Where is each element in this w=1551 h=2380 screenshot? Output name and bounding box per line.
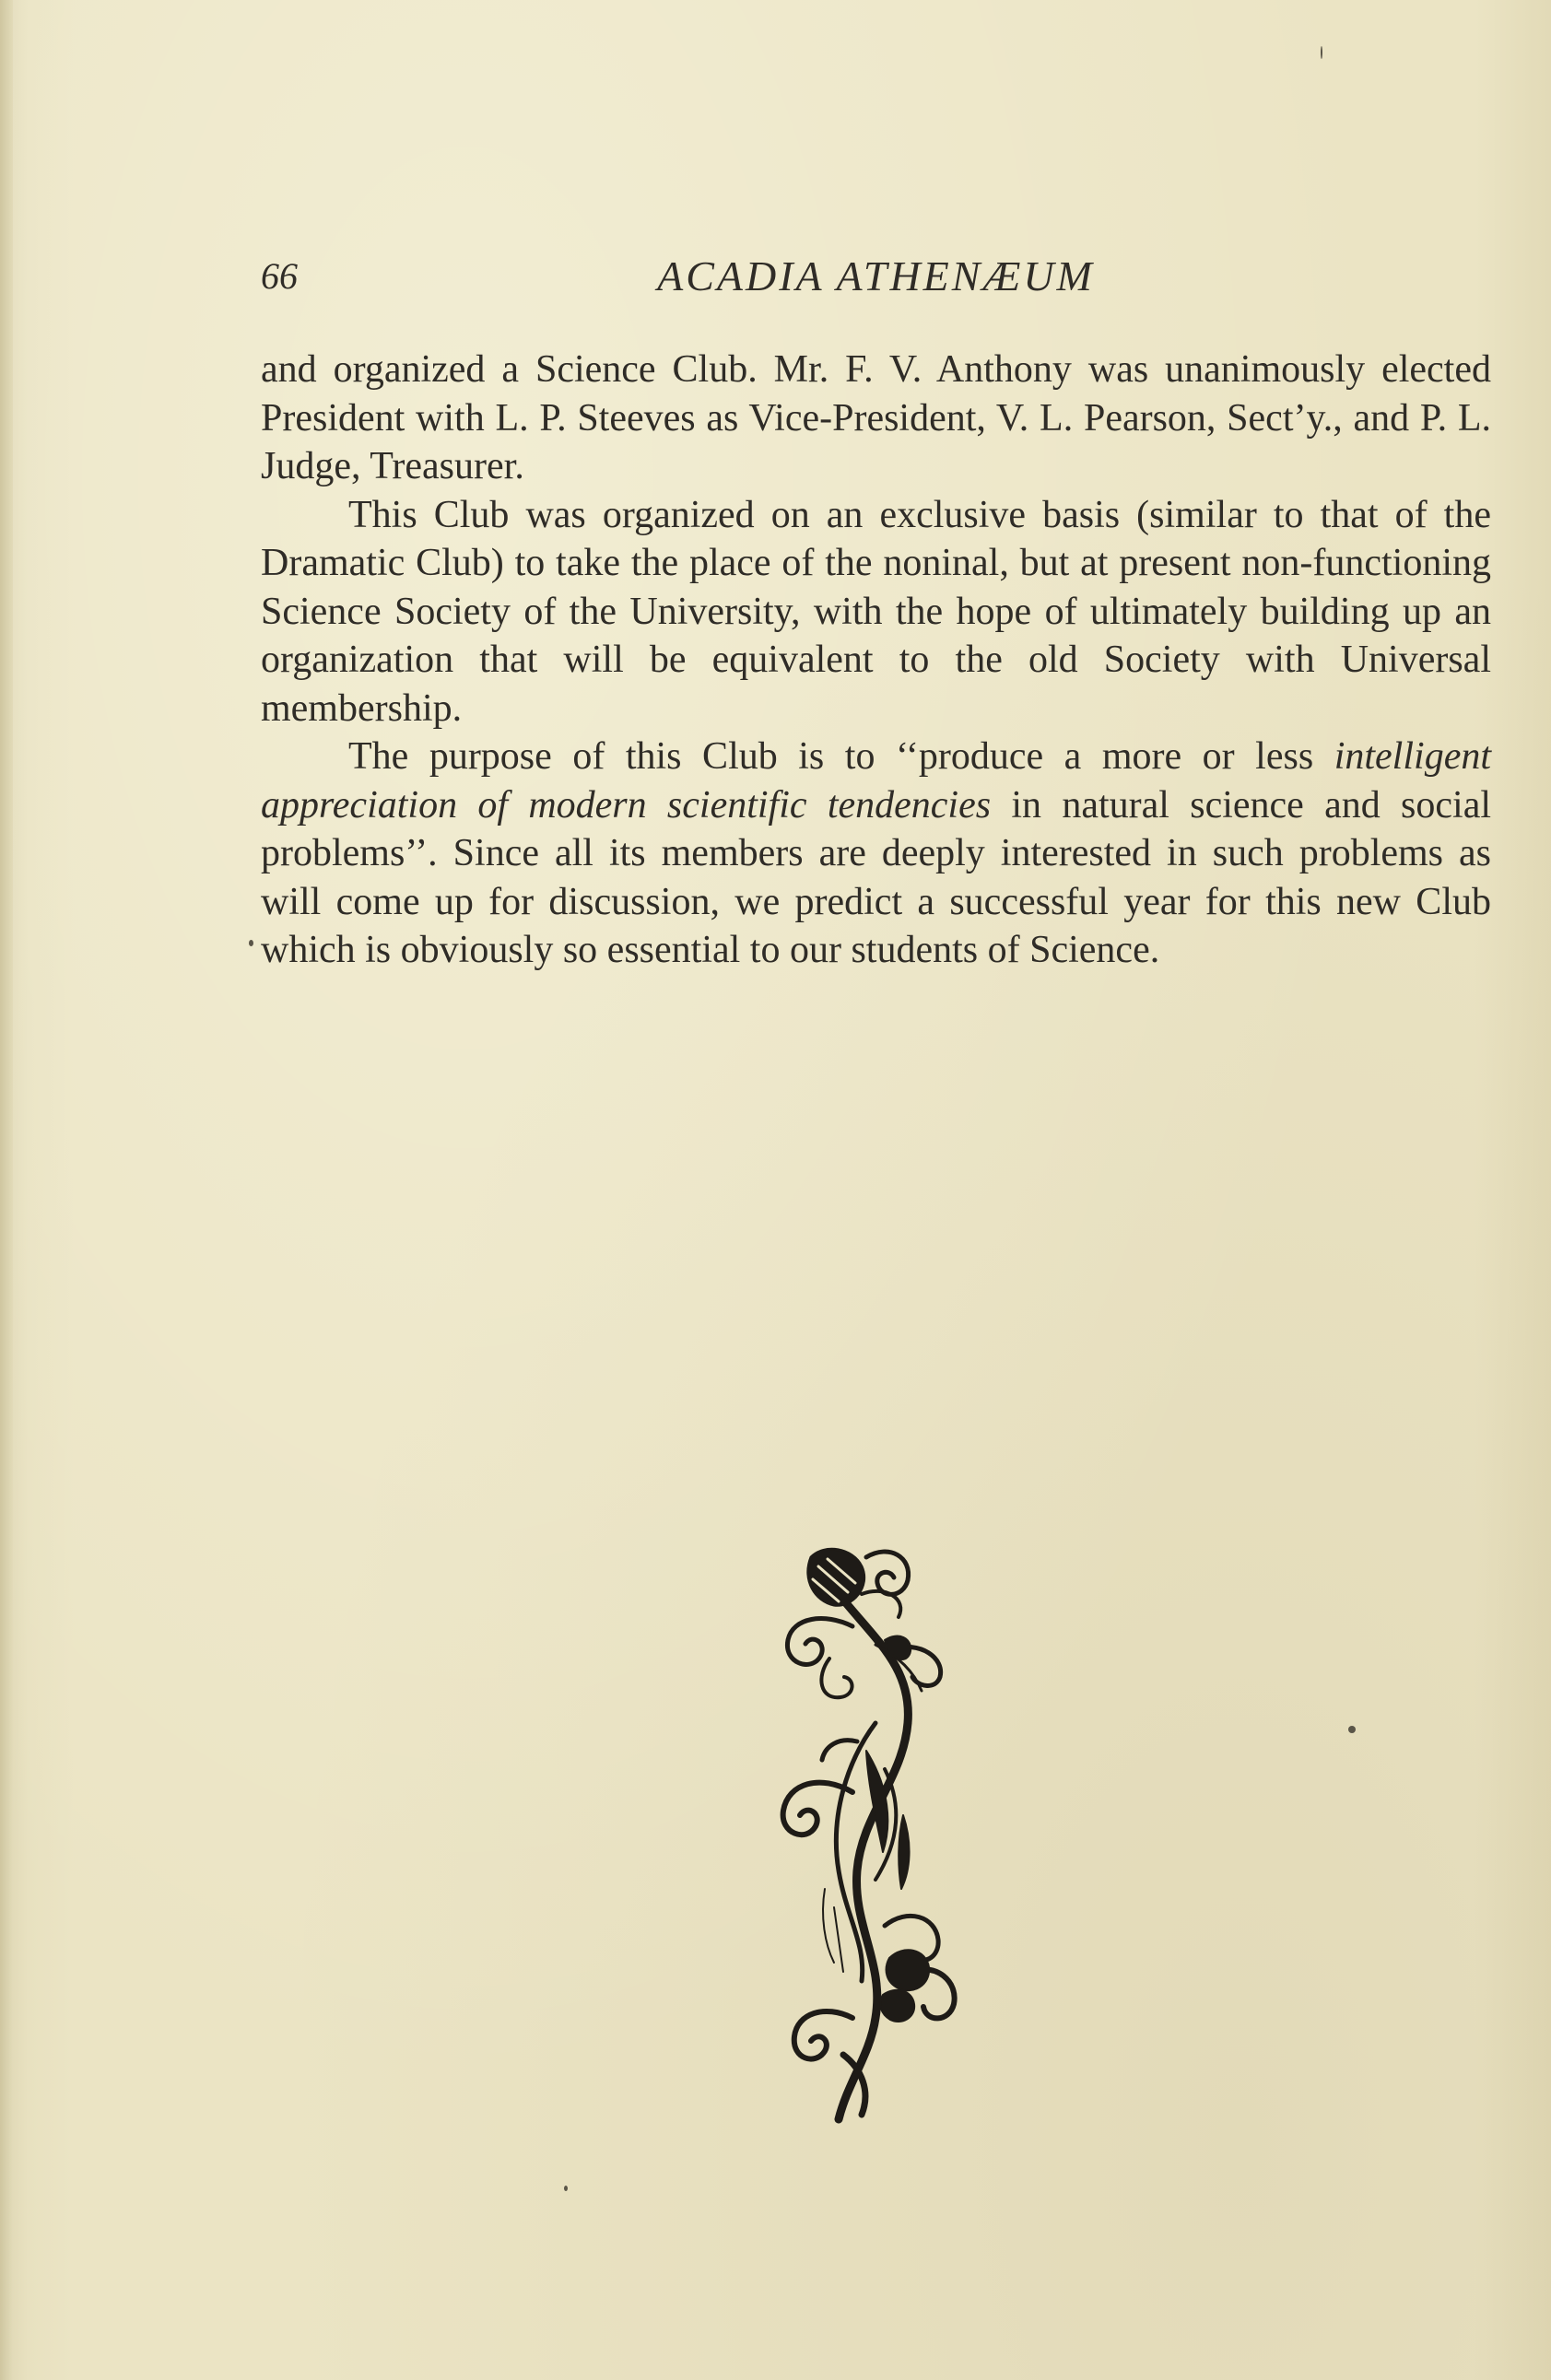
paragraph-3 — [261, 733, 1491, 975]
running-title: ACADIA ATHENÆUM — [657, 252, 1095, 299]
paragraph-1: and organized a Science Club. Mr. F. V. Anthony was unanimously elected President with L. P. Steeves as Vice-President, V. L. Pearson, Sect’y., and P. L. Judge, Treasurer. — [261, 348, 1491, 487]
paragraph-3-start: The purpose of this Club is to ‘‘produce a more or less — [348, 735, 1334, 778]
page-number: 66 — [261, 255, 298, 297]
paper-speck — [1321, 46, 1322, 59]
paragraph-3-end: in natural science and social problems’’. Since all its members are deeply interested in such problems as will come up for discussion, we predict a successful year for this new Club which is obviously so essential to our students of Science. — [261, 783, 1491, 971]
page-edge-shadow — [0, 0, 13, 2380]
paper-speck — [564, 2186, 568, 2191]
paper-speck — [249, 940, 253, 946]
floral-vine-ornament-icon — [774, 1539, 968, 2128]
paragraph-2: This Club was organized on an exclusive basis (similar to that of the Dramatic Club) to take the place of the noninal, but at present non-functioning Science Society of the University, with the hope of ultimately building up an organization that will be equivalent to the old Society with Universal membership. — [261, 493, 1491, 730]
paper-speck — [1348, 1726, 1356, 1733]
page-header — [261, 249, 1491, 304]
paragraph-3-italic-quote: intelligent appreciation of modern scientific tendencies — [261, 735, 1491, 827]
article-body — [261, 346, 1491, 975]
